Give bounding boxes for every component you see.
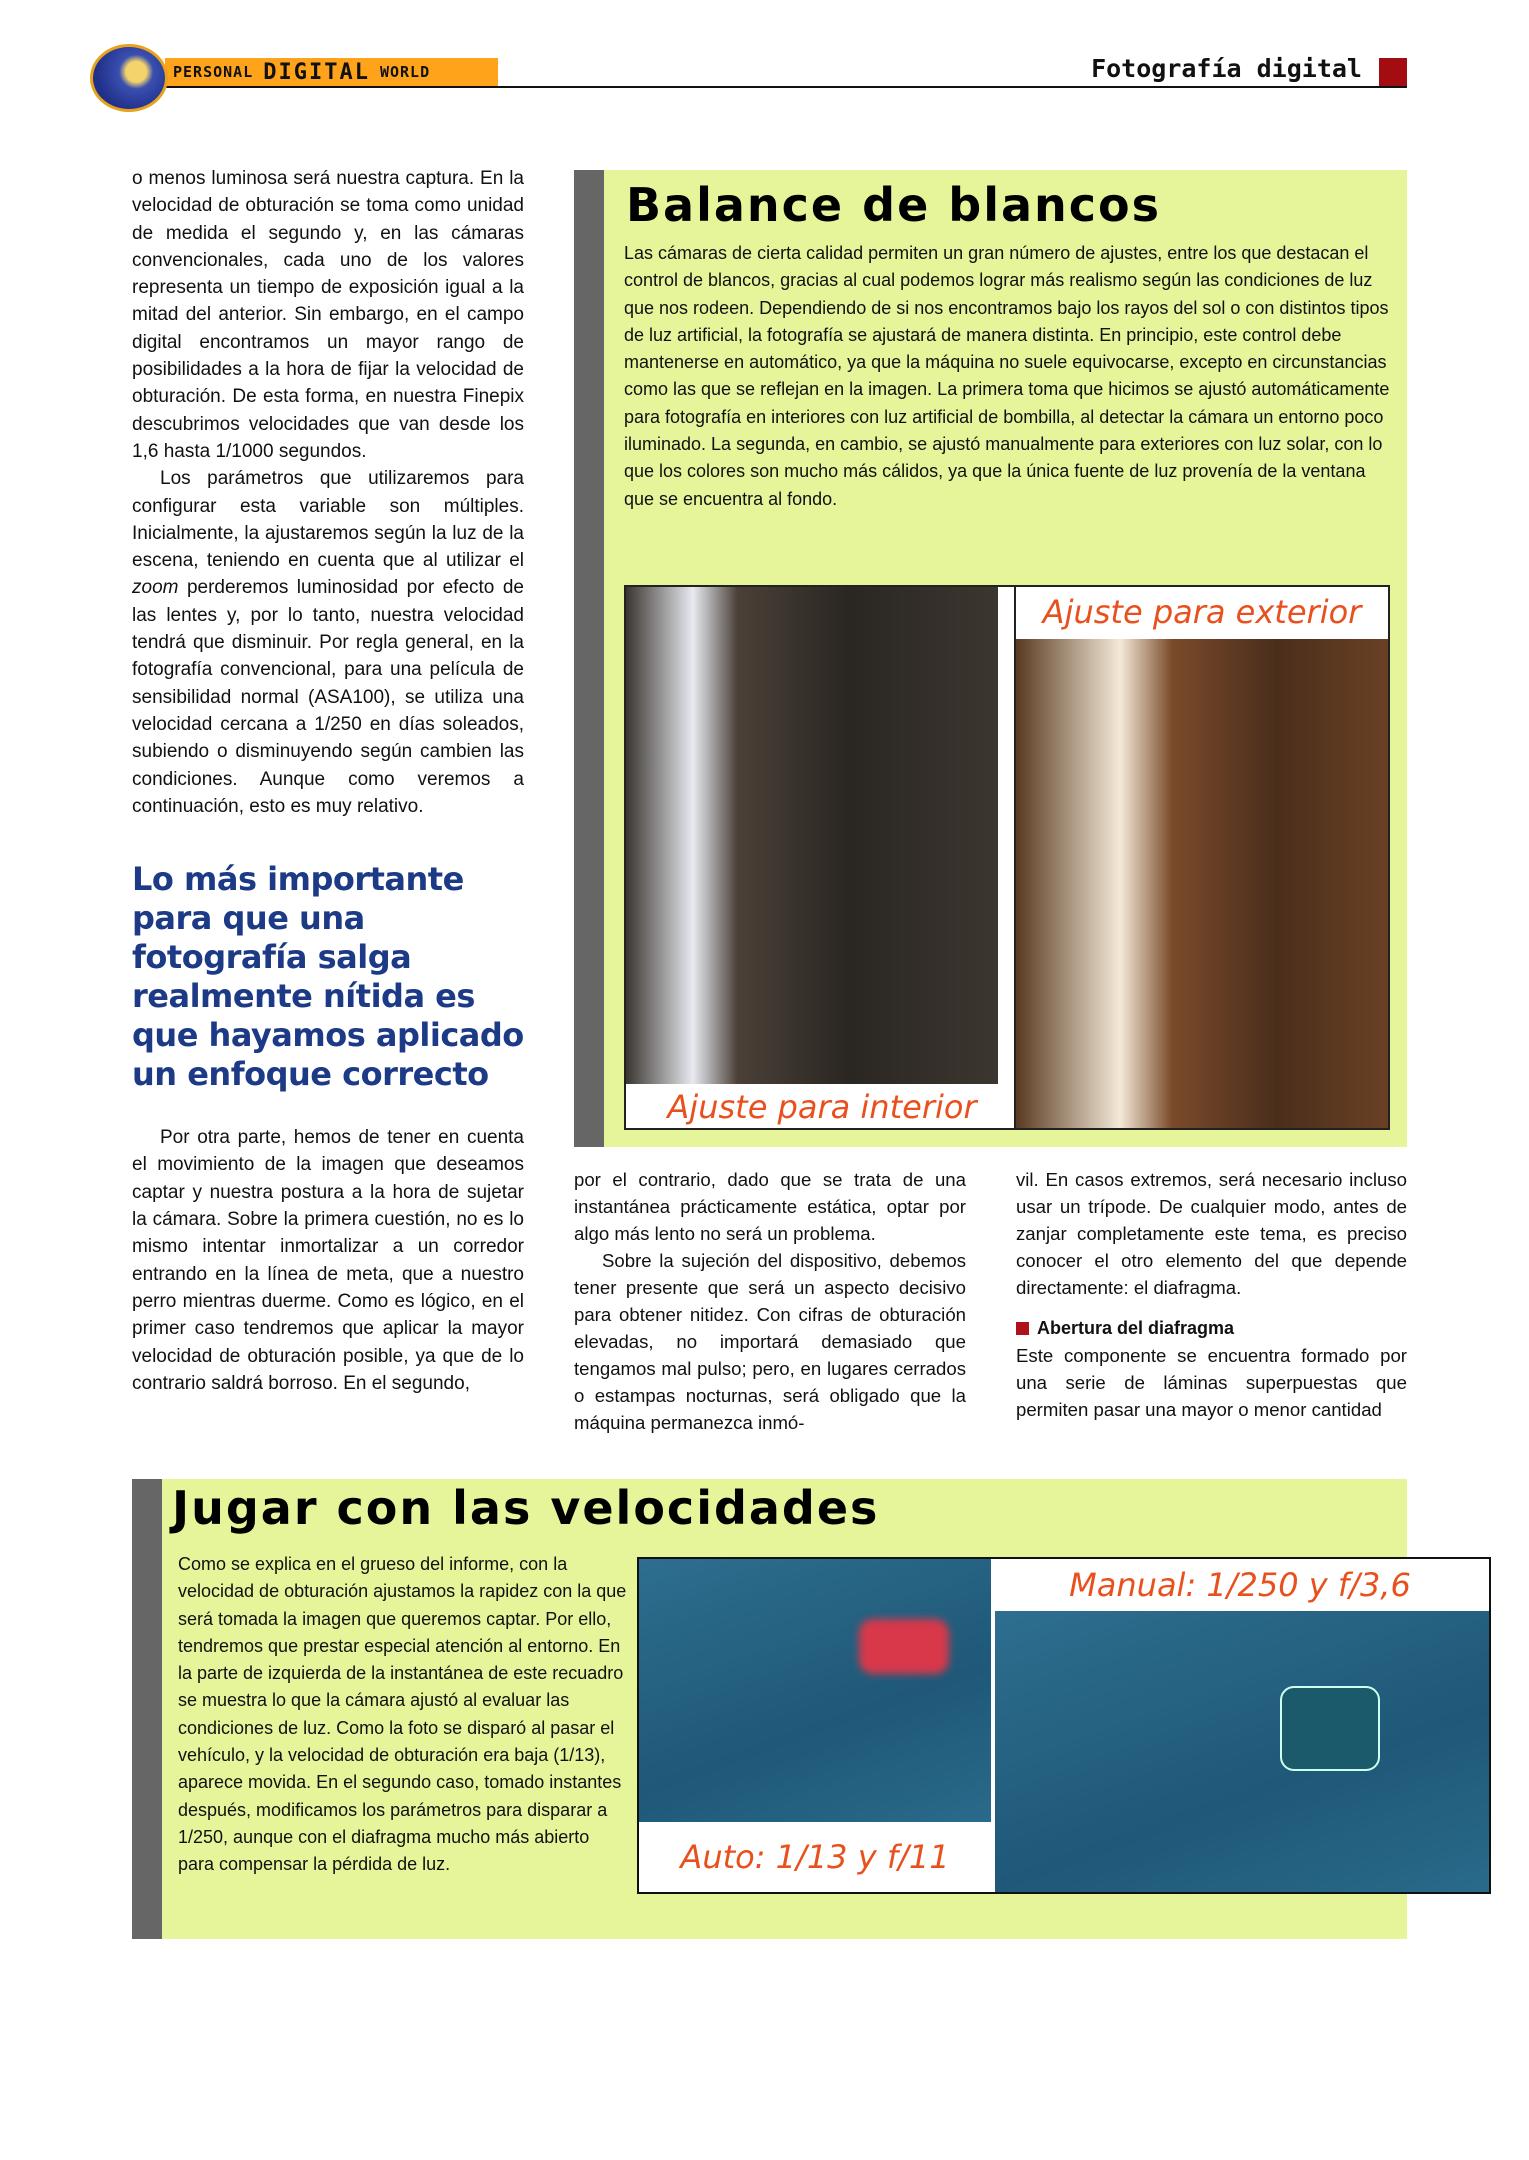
box-bar	[574, 170, 604, 1147]
box-bar	[132, 1479, 162, 1939]
box-text: Las cámaras de cierta calidad permiten un gran número de ajustes, entre los que destacan el control de blancos, gracias al cual podemos lograr más realismo según las condiciones de luz que nos rodeen. Dependiendo de si nos encontramos bajo los rayos del sol o con distintos tipos de luz artificial, la fotografía se ajustará de manera distinta. En principio, este control debe mantenerse en automático, ya que la máquina no suele equivocarse, excepto en circunstancias como las que se reflejan en la imagen. La primera toma que hicimos se ajustó automáticamente para fotografía en interiores con luz artificial de bombilla, al detectar la cámara un entorno poco iluminado. La segunda, en cambio, se ajustó manualmente para exteriores con luz solar, con lo que los colores son mucho más cálidos, ya que la única fuente de luz provenía de la ventana que se encuentra al fondo.	[624, 243, 1390, 509]
exterior-image	[1016, 639, 1388, 1130]
box-text: Como se explica en el grueso del informe, con la velocidad de obturación ajustamos la rapidez con la que será tomada la imagen que queremos captar. Por ello, tendremos que prestar especial atención al entorno. En la parte de izquierda de la instantánea de este recuadro se muestra lo que la cámara ajustó al evaluar las condiciones de luz. Como la foto se disparó al pasar el vehículo, y la velocidad de obturación era baja (1/13), aparece movida. En el segundo caso, tomado instantes después, modificamos los parámetros para disparar a 1/250, aunque con el diafragma mucho más abierto para compensar la pérdida de luz.	[178, 1554, 627, 1875]
right-column	[1016, 1166, 1407, 1423]
label-exterior: Ajuste para exterior	[1016, 587, 1388, 637]
left-column	[132, 165, 524, 1465]
label-manual: Manual: 1/250 y f/3,6	[991, 1559, 1489, 1611]
brand-personal: PERSONAL	[173, 63, 254, 81]
header-rule	[165, 86, 1407, 88]
photo-exterior	[1016, 585, 1390, 1130]
paragraph: Por otra parte, hemos de tener en cuenta el movimiento de la imagen que deseamos captar y nuestra postura a la hora de sujetar la cámara. Sobre la primera cuestión, no es lo mismo intentar inmortalizar a un corredor entrando en la línea de meta, que a nuestro perro mientras duerme. Como es lógico, en el primer caso tendremos que aplicar la mayor velocidad de obturación posible, ya que de lo contrario saldrá borroso. En el segundo,	[132, 1127, 524, 1394]
globe-logo-icon	[90, 44, 168, 112]
left-column-bottom	[132, 1124, 524, 1397]
text: Los parámetros que utilizaremos para configurar esta variable son múltiples. Inicialmente, la ajustaremos según la luz de la escena, teniendo en cuenta que al utilizar el	[132, 468, 524, 572]
text: perderemos luminosidad por efecto de las lentes y, por lo tanto, nuestra velocidad tendrá que disminuir. Por regla general, en la fotografía convencional, para una película de sensibilidad normal (ASA100), se utiliza una velocidad cercana a 1/250 en días soleados, subiendo o disminuyendo según cambien las condiciones. Aunque como veremos a continuación, esto es muy relativo.	[132, 577, 524, 817]
brand-digital: DIGITAL	[263, 59, 370, 85]
bullet-square-icon	[1016, 1322, 1029, 1335]
left-column-top	[132, 165, 524, 820]
magazine-brand	[165, 58, 498, 86]
section-title: Fotografía digital	[1091, 54, 1362, 83]
subheading	[1016, 1315, 1407, 1342]
road-photo	[637, 1557, 1491, 1894]
blurred-car	[859, 1619, 949, 1674]
box-title: Jugar con las velocidades	[172, 1481, 880, 1535]
road-image-manual	[995, 1611, 1489, 1892]
interior-image	[626, 587, 998, 1084]
paragraph: vil. En casos extremos, será necesario incluso usar un trípode. De cualquier modo, antes de zanjar completamente este tema, es preciso conocer el otro elemento del que depende directamente: el diafragma.	[1016, 1169, 1407, 1298]
label-auto: Auto: 1/13 y f/11	[639, 1822, 991, 1892]
middle-column	[574, 1166, 966, 1436]
paragraph: por el contrario, dado que se trata de una instantánea prácticamente estática, optar por algo más lento no será un problema.	[574, 1169, 966, 1244]
paragraph	[132, 465, 524, 820]
sharp-car	[1280, 1686, 1380, 1771]
photo-interior	[624, 585, 1016, 1130]
subheading-text: Abertura del diafragma	[1037, 1318, 1235, 1338]
pull-quote: Lo más importante para que una fotografía salga realmente nítida es que hayamos aplicado un enfoque correcto	[132, 860, 524, 1094]
emphasis: zoom	[132, 577, 179, 599]
brand-world: WORLD	[379, 63, 431, 81]
section-marker	[1379, 58, 1407, 86]
box-title: Balance de blancos	[626, 178, 1162, 232]
paragraph: Sobre la sujeción del dispositivo, debemos tener presente que será un aspecto decisivo para obtener nitidez. Con cifras de obturación elevadas, no importará demasiado que tengamos mal pulso; pero, en lugares cerrados o estampas nocturnas, será obligado que la máquina permanezca inmó-	[574, 1250, 966, 1433]
label-interior: Ajuste para interior	[626, 1084, 1016, 1130]
balance-box	[574, 170, 1407, 1147]
road-image-auto	[639, 1559, 991, 1822]
paragraph: Este componente se encuentra formado por una serie de láminas superpuestas que permiten pasar una mayor o menor cantidad	[1016, 1345, 1407, 1420]
paragraph: o menos luminosa será nuestra captura. En la velocidad de obturación se toma como unidad de medida el segundo y, en las cámaras convencionales, cada uno de los valores representa un tiempo de exposición igual a la mitad del anterior. Sin embargo, en el campo digital encontramos un mayor rango de posibilidades a la hora de fijar la velocidad de obturación. De esta forma, en nuestra Finepix descubrimos velocidades que van desde los 1,6 hasta 1/1000 segundos.	[132, 168, 524, 462]
